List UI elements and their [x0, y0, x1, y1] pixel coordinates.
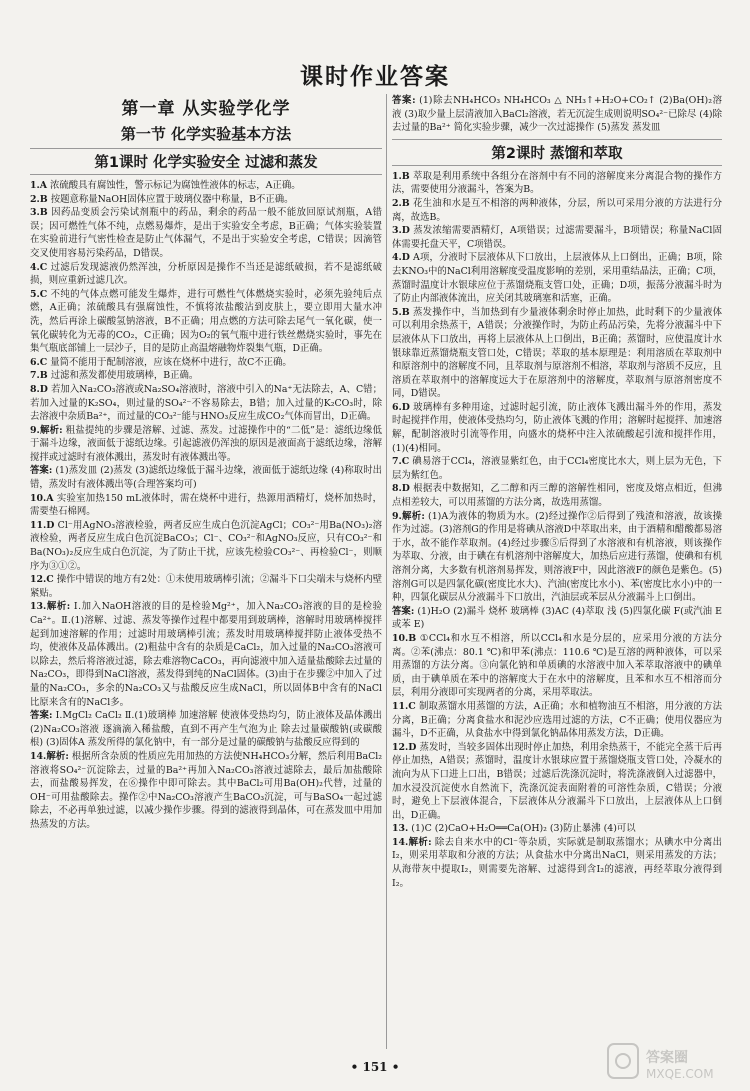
- answer-entry: [30, 369, 382, 383]
- answer-number: 8.D: [392, 483, 410, 495]
- answer-number: 2.B: [30, 193, 48, 205]
- answer-text: Cl⁻用AgNO₃溶液检验，两者反应生成白色沉淀AgCl；CO₃²⁻用Ba(NO₃)₂溶液检验，两者反应生成白色沉淀BaCO₃；Cl⁻、CO₃²⁻和AgNO₃反应，只有CO₃²⁻和Ba(NO₃)₂反应生成白色沉淀，为了防止干扰，应该先检验CO₃²⁻、再检验Cl⁻，则顺序为③①②。: [30, 519, 382, 572]
- answer-text: (1)C (2)CaO+H₂O══Ca(OH)₂ (3)防止暴沸 (4)可以: [408, 823, 636, 835]
- answer-entry: [30, 600, 382, 709]
- answer-entry: [30, 573, 382, 600]
- answer-number: 10.A: [30, 492, 54, 504]
- answer-text: 制取蒸馏水用蒸馏的方法，A正确；水和植物油互不相溶，用分液的方法分离，B正确；分离食盐水和泥沙应选用过滤的方法，C不正确；使用仪器应为漏斗，D不正确，从食盐水中得到氯化钠晶体用蒸发方法，D正确。: [392, 700, 722, 740]
- answer-number: 1.B: [392, 170, 410, 182]
- answer-number: 3.B: [30, 207, 48, 219]
- answer-text: 实验室加热150 mL液体时，需在烧杯中进行，热源用酒精灯，烧杯加热时，需要垫石棉网。: [30, 492, 382, 518]
- answer-number: 13.解析:: [30, 601, 71, 613]
- answer-entry: [30, 193, 382, 207]
- answer-entry: [392, 224, 722, 251]
- lesson-heading-2: 第2课时 蒸馏和萃取: [392, 139, 722, 166]
- lesson-heading: 第1课时 化学实验安全 过滤和蒸发: [30, 148, 382, 175]
- answer-text: 花生油和水是互不相溶的两种液体，分层，所以可采用分液的方法进行分离，故选B。: [392, 197, 722, 223]
- answer-entry: [30, 356, 382, 370]
- answer-entry: [392, 700, 722, 741]
- answer-number: 4.D: [392, 252, 410, 264]
- answer-number: 答案:: [392, 605, 415, 617]
- answer-text: 碘易溶于CCl₄，溶液显紫红色，由于CCl₄密度比水大，则上层为无色，下层为紫红色。: [392, 456, 722, 481]
- answer-entry: [392, 741, 722, 823]
- answer-entry: [30, 750, 382, 832]
- answer-text: 按题意称量NaOH固体应置于玻璃仪器中称量，B不正确。: [47, 193, 294, 205]
- answer-text: 蒸发浓缩需要酒精灯，A项错误；过滤需要漏斗，B项错误；称量NaCl固体需要托盘天平，C项错误。: [392, 225, 722, 250]
- answer-text: (1)除去NH₄HCO₃ NH₄HCO₃ △ NH₃↑+H₂O+CO₂↑ (2)Ba(OH)₂溶液 (3)取少量上层清液加入BaCl₂溶液，若无沉淀生成则说明SO₄²⁻已除尽 (4)除去过量的Ba²⁺ 简化实验步骤，减少一次过滤操作 (5)蒸发 蒸发皿: [392, 95, 722, 134]
- answer-number: 6.D: [392, 401, 410, 413]
- answer-entry: [392, 251, 722, 305]
- answer-number: 1.A: [30, 180, 48, 191]
- answer-text: 根据表中数据知，乙二醇和丙三醇的溶解性相同，密度及熔点相近，但沸点相差较大，可以用蒸馏的方法分离，故选用蒸馏。: [392, 483, 722, 509]
- answer-number: 11.C: [392, 700, 416, 712]
- answer-number: 答案:: [392, 95, 416, 106]
- answer-number: 9.解析:: [30, 424, 63, 436]
- answer-number: 答案:: [30, 465, 53, 477]
- left-answer-list: [30, 179, 382, 832]
- answer-entry: [30, 288, 382, 356]
- answer-entry: [30, 424, 382, 465]
- answer-entry: [30, 261, 382, 288]
- right-answer-list: [392, 170, 722, 890]
- answer-entry: [392, 197, 722, 224]
- answer-number: 10.B: [392, 632, 417, 644]
- answer-number: 4.C: [30, 261, 48, 273]
- answer-entry: [30, 206, 382, 260]
- answer-text: Ⅰ.MgCl₂ CaCl₂ Ⅱ.(1)玻璃棒 加速溶解 使液体受热均匀，防止液体及晶体溅出 (2)Na₂CO₃溶液 逐滴滴入稀盐酸，直到不再产生气泡为止 除去过量碳酸钠(或碳酸根) (3)固体A 蒸发所得的氯化钠中，有一部分是过量的碳酸钠与盐酸反应得到的: [30, 710, 382, 749]
- right-top-answers: [392, 94, 722, 135]
- answer-number: 2.B: [392, 197, 410, 209]
- svg-text:MXQE.COM: MXQE.COM: [646, 1067, 714, 1081]
- answer-entry: [392, 401, 722, 455]
- answer-number: 12.C: [30, 574, 54, 586]
- answer-text: A项，分液时下层液体从下口放出，上层液体从上口倒出，正确；B项，除去KNO₃中的NaCl利用溶解度受温度影响的差别，采用重结晶法，正确；C项，蒸馏时温度计水银球应位于蒸馏烧瓶支管口处，正确；D项，振荡分液漏斗时为了防止内部液体流出，应关闭其玻璃塞和活塞，正确。: [392, 252, 722, 305]
- answer-text: (1)A为液体的物质为水。(2)经过操作②后得到了残渣和溶液，故该操作为过滤。(3)溶剂G的作用是将碘从溶液D中萃取出来，由于酒精和醋酸都易溶于水，故不能作萃取剂。(4)经过步骤⑤后得到了水溶液和有机溶液，则该操作为萃取、分液，由于碘在有机溶剂中溶解度大，加热后应进行蒸馏，使碘和有机溶剂分离，大多数有机溶剂易挥发，则溶液F中，因此溶液F的颜色是紫色。(5)溶剂G可以是四氯化碳(密度比水大)、汽油(密度比水小)、苯(密度比水小)中的一种，四氯化碳层从分液漏斗下口放出，汽油层或苯层从分液漏斗上口倒出。: [392, 510, 722, 604]
- answer-entry: [30, 709, 382, 750]
- answer-text: 粗盐提纯的步骤是溶解、过滤、蒸发。过滤操作中的“二低”是：滤纸边缘低于漏斗边缘，液面低于滤纸边缘。引起滤液仍浑浊的原因是液面高于滤纸边缘，溶解搅拌或过滤时有液体溅出，蒸发时有液体溅出等。: [30, 424, 382, 463]
- answer-number: 8.D: [30, 383, 48, 395]
- answer-number: 答案:: [30, 710, 53, 722]
- answer-entry: [392, 510, 722, 605]
- answer-number: 12.D: [392, 741, 417, 753]
- page-number: • 151 •: [350, 1060, 400, 1074]
- answer-text: Ⅰ.加入NaOH溶液的目的是检验Mg²⁺，加入Na₂CO₃溶液的目的是检验Ca²⁺。Ⅱ.(1)溶解、过滤、蒸发等操作过程中都要用到玻璃棒，溶解时用玻璃棒搅拌起到加速溶解的作用；过滤时用玻璃棒引流；蒸发时用玻璃棒搅拌防止液体受热不均，使液体及晶体溅出。(2)粗盐中含有的杂质是CaCl₂，加入过量的Na₂CO₃溶液可以除去，然后将溶液过滤，除去难溶物CaCO₃，再向滤液中加入适量盐酸除去过量的Na₂CO₃，即得到NaCl溶液，蒸发得到纯的NaCl固体。(3)由于在步骤②中加入了过量的Na₂CO₃，多余的Na₂CO₃又与盐酸反应生成NaCl，所以固体B中含有的NaCl比原来含有的NaCl多。: [30, 601, 382, 708]
- answer-entry: [392, 170, 722, 197]
- answer-entry: [392, 94, 722, 135]
- page-title: 课时作业答案: [300, 64, 450, 90]
- answer-number: 14.解析:: [30, 750, 69, 762]
- answer-number: 5.B: [392, 306, 410, 318]
- answer-text: 因药品变质会污染试剂瓶中的药品，剩余的药品一般不能放回原试剂瓶，A错误；因可燃性气体不纯，点燃易爆炸，是出于实验安全考虑，B正确；气体实验装置在实验前进行气密性检查是防止气体漏气，不是出于实验安全考虑，C错误；因滴管交叉使用容易污染药品，D错误。: [30, 207, 382, 259]
- answer-text: 萃取是利用系统中各组分在溶剂中有不同的溶解度来分离混合物的操作方法，需要使用分液漏斗，答案为B。: [392, 170, 722, 196]
- column-divider: [386, 94, 387, 1049]
- right-column: [392, 94, 722, 1054]
- svg-text:答案圈: 答案圈: [646, 1050, 688, 1066]
- chapter-heading: 第一章 从实验学化学: [121, 99, 291, 119]
- answer-text: (1)蒸发皿 (2)蒸发 (3)滤纸边缘低于漏斗边缘，液面低于滤纸边缘 (4)称取时出错，蒸发时有液体溅出等(合理答案均可): [30, 465, 382, 491]
- answer-text: 操作中错误的地方有2处：①未使用玻璃棒引流；②漏斗下口尖端未与烧杯内壁紧贴。: [30, 574, 382, 599]
- answer-text: 除去自来水中的Cl⁻等杂质，实际就是制取蒸馏水；从碘水中分离出I₂，则采用萃取和分液的方法；从食盐水中分离出NaCl，则采用蒸发的方法；从海带灰中提取I₂，则需要先溶解、过滤得到含I₂的滤液，再经萃取分液得到I₂。: [392, 836, 722, 889]
- answer-number: 14.解析:: [392, 836, 432, 848]
- answer-text: 蒸发操作中，当加热到有少量液体剩余时停止加热，此时剩下的少量液体可以利用余热蒸干，A错误；分液操作时，为防止药品污染，先将分液漏斗中下层液体从下口放出，再将上层液体从上口倒出，B正确；蒸馏时，应使温度计水银球靠近蒸馏烧瓶支管口处，C错误；萃取的基本原理是：利用溶质在萃取剂中和原溶剂中的溶解度不同，且萃取剂与原溶剂不相溶，萃取剂与溶质不反应，且溶质在萃取剂中的溶解度远大于在原溶剂中的溶解度，萃取剂与原溶剂密度不同，D错误。: [392, 306, 722, 400]
- answer-entry: [392, 836, 722, 890]
- answer-text: (1)H₂O (2)漏斗 烧杯 玻璃棒 (3)AC (4)萃取 浅 (5)四氯化碳 F(或汽油 E或苯 E): [392, 605, 722, 631]
- answer-number: 5.C: [30, 288, 48, 300]
- answer-text: 浓硫酸具有腐蚀性，警示标记为腐蚀性液体的标志，A正确。: [47, 180, 301, 191]
- watermark-logo: [606, 1040, 736, 1084]
- answer-entry: [30, 492, 382, 519]
- answer-number: 6.C: [30, 356, 48, 368]
- answer-text: 过滤后发现滤液仍然浑浊，分析原因是操作不当还是滤纸破损，若不是滤纸破损，则应重新过滤几次。: [30, 261, 382, 287]
- section-heading: 第一节 化学实验基本方法: [120, 125, 292, 143]
- answer-number: 3.D: [392, 225, 410, 237]
- answer-entry: [392, 482, 722, 509]
- answer-number: 11.D: [30, 519, 55, 531]
- answer-number: 9.解析:: [392, 510, 425, 522]
- answer-entry: [392, 632, 722, 700]
- answer-entry: [392, 822, 722, 836]
- answer-text: 根据所含杂质的性质应先用加热的方法使NH₄HCO₃分解，然后利用BaCl₂溶液将SO₄²⁻沉淀除去，过量的Ba²⁺再加入Na₂CO₃溶液过滤除去，最后加盐酸除去，而盐酸易挥发，在⑥操作中即可除去。其中BaCl₂可用Ba(OH)₂代替，过量的OH⁻可用盐酸除去。操作②中Na₂CO₃溶液产生BaCO₃沉淀，可与BaSO₄一起过滤除去，不必再单独过滤，以减少操作步骤。得到的滤液得到晶体，可在蒸发皿中用加热蒸发的方法。: [30, 750, 382, 830]
- answer-text: 若加入Na₂CO₃溶液或Na₂SO₄溶液时，溶液中引入的Na⁺无法除去，A、C错；若加入过量的K₂SO₄，则过量的SO₄²⁻不容易除去，B错；加入过量的K₂CO₃时，除去溶液中杂质Ba²⁺，而过量的CO₃²⁻能与HNO₃反应生成CO₂气体而冒出，D正确。: [30, 383, 382, 423]
- answer-entry: [30, 179, 382, 193]
- answer-text: 不纯的气体点燃可能发生爆炸，进行可燃性气体燃烧实验时，必须先验纯后点燃，A正确；浓硫酸具有强腐蚀性，不慎将浓盐酸沾到皮肤上，要立即用大量水冲洗，然后再涂上碳酸氢钠溶液，B不正确；用点燃的方法可除去尾气一氧化碳，使一氧化碳转化为无毒的CO₂，C正确；因为O₂的氧气瓶中进行铁丝燃烧实验时，事先在集气瓶底部铺上一层沙子，目的是防止高温熔融物炸裂集气瓶，D正确。: [30, 288, 382, 355]
- answer-text: 过滤和蒸发都使用玻璃棒，B正确。: [47, 370, 199, 382]
- answer-number: 13.: [392, 823, 409, 835]
- answer-number: 7.C: [392, 456, 410, 468]
- answer-entry: [30, 519, 382, 573]
- answer-text: 玻璃棒有多种用途，过滤时起引流，防止液体飞溅出漏斗外的作用，蒸发时起搅拌作用，使液体受热均匀，防止液体飞溅的作用；溶解时起搅拌、加速溶解，配制溶液时引流等作用，向盛水的烧杯中注入浓硫酸起引流和搅拌作用，(1)(4)相同。: [392, 401, 722, 454]
- left-column: [30, 94, 382, 1054]
- answer-entry: [392, 605, 722, 632]
- answer-entry: [30, 464, 382, 491]
- answer-entry: [30, 383, 382, 424]
- answer-entry: [392, 306, 722, 401]
- answer-text: ①CCl₄和水互不相溶，所以CCl₄和水是分层的，应采用分液的方法分离。②苯(沸点：80.1 ℃)和甲苯(沸点：110.6 ℃)是互溶的两种液体，可以采用蒸馏的方法分离。③向氯化钠和单质碘的水溶液中加入苯萃取溶液中的碘单质，由于碘单质在苯中的溶解度大于在水中的溶解度，且苯和水互不相溶而分层，利用分液即可实现两者的分离，采用萃取法。: [392, 632, 722, 699]
- answer-number: 7.B: [30, 370, 48, 382]
- answer-text: 蒸发时，当较多固体出现时停止加热，利用余热蒸干，不能完全蒸干后再停止加热，A错误；蒸馏时，温度计水银球应置于蒸馏烧瓶支管口处，冷凝水的流向为从下口进上口出，B错误；过滤后洗涤沉淀时，将洗涤液倒入过滤器中，加水浸没沉淀使水自然流下，洗涤沉淀表面附着的可溶性杂质，C错误；分液时，避免上下层液体混合，下层液体从分液漏斗下口放出，上层液体从上口倒出，D正确。: [392, 741, 722, 821]
- answer-entry: [392, 455, 722, 482]
- answer-text: 量筒不能用于配制溶液，应该在烧杯中进行，故C不正确。: [47, 356, 292, 368]
